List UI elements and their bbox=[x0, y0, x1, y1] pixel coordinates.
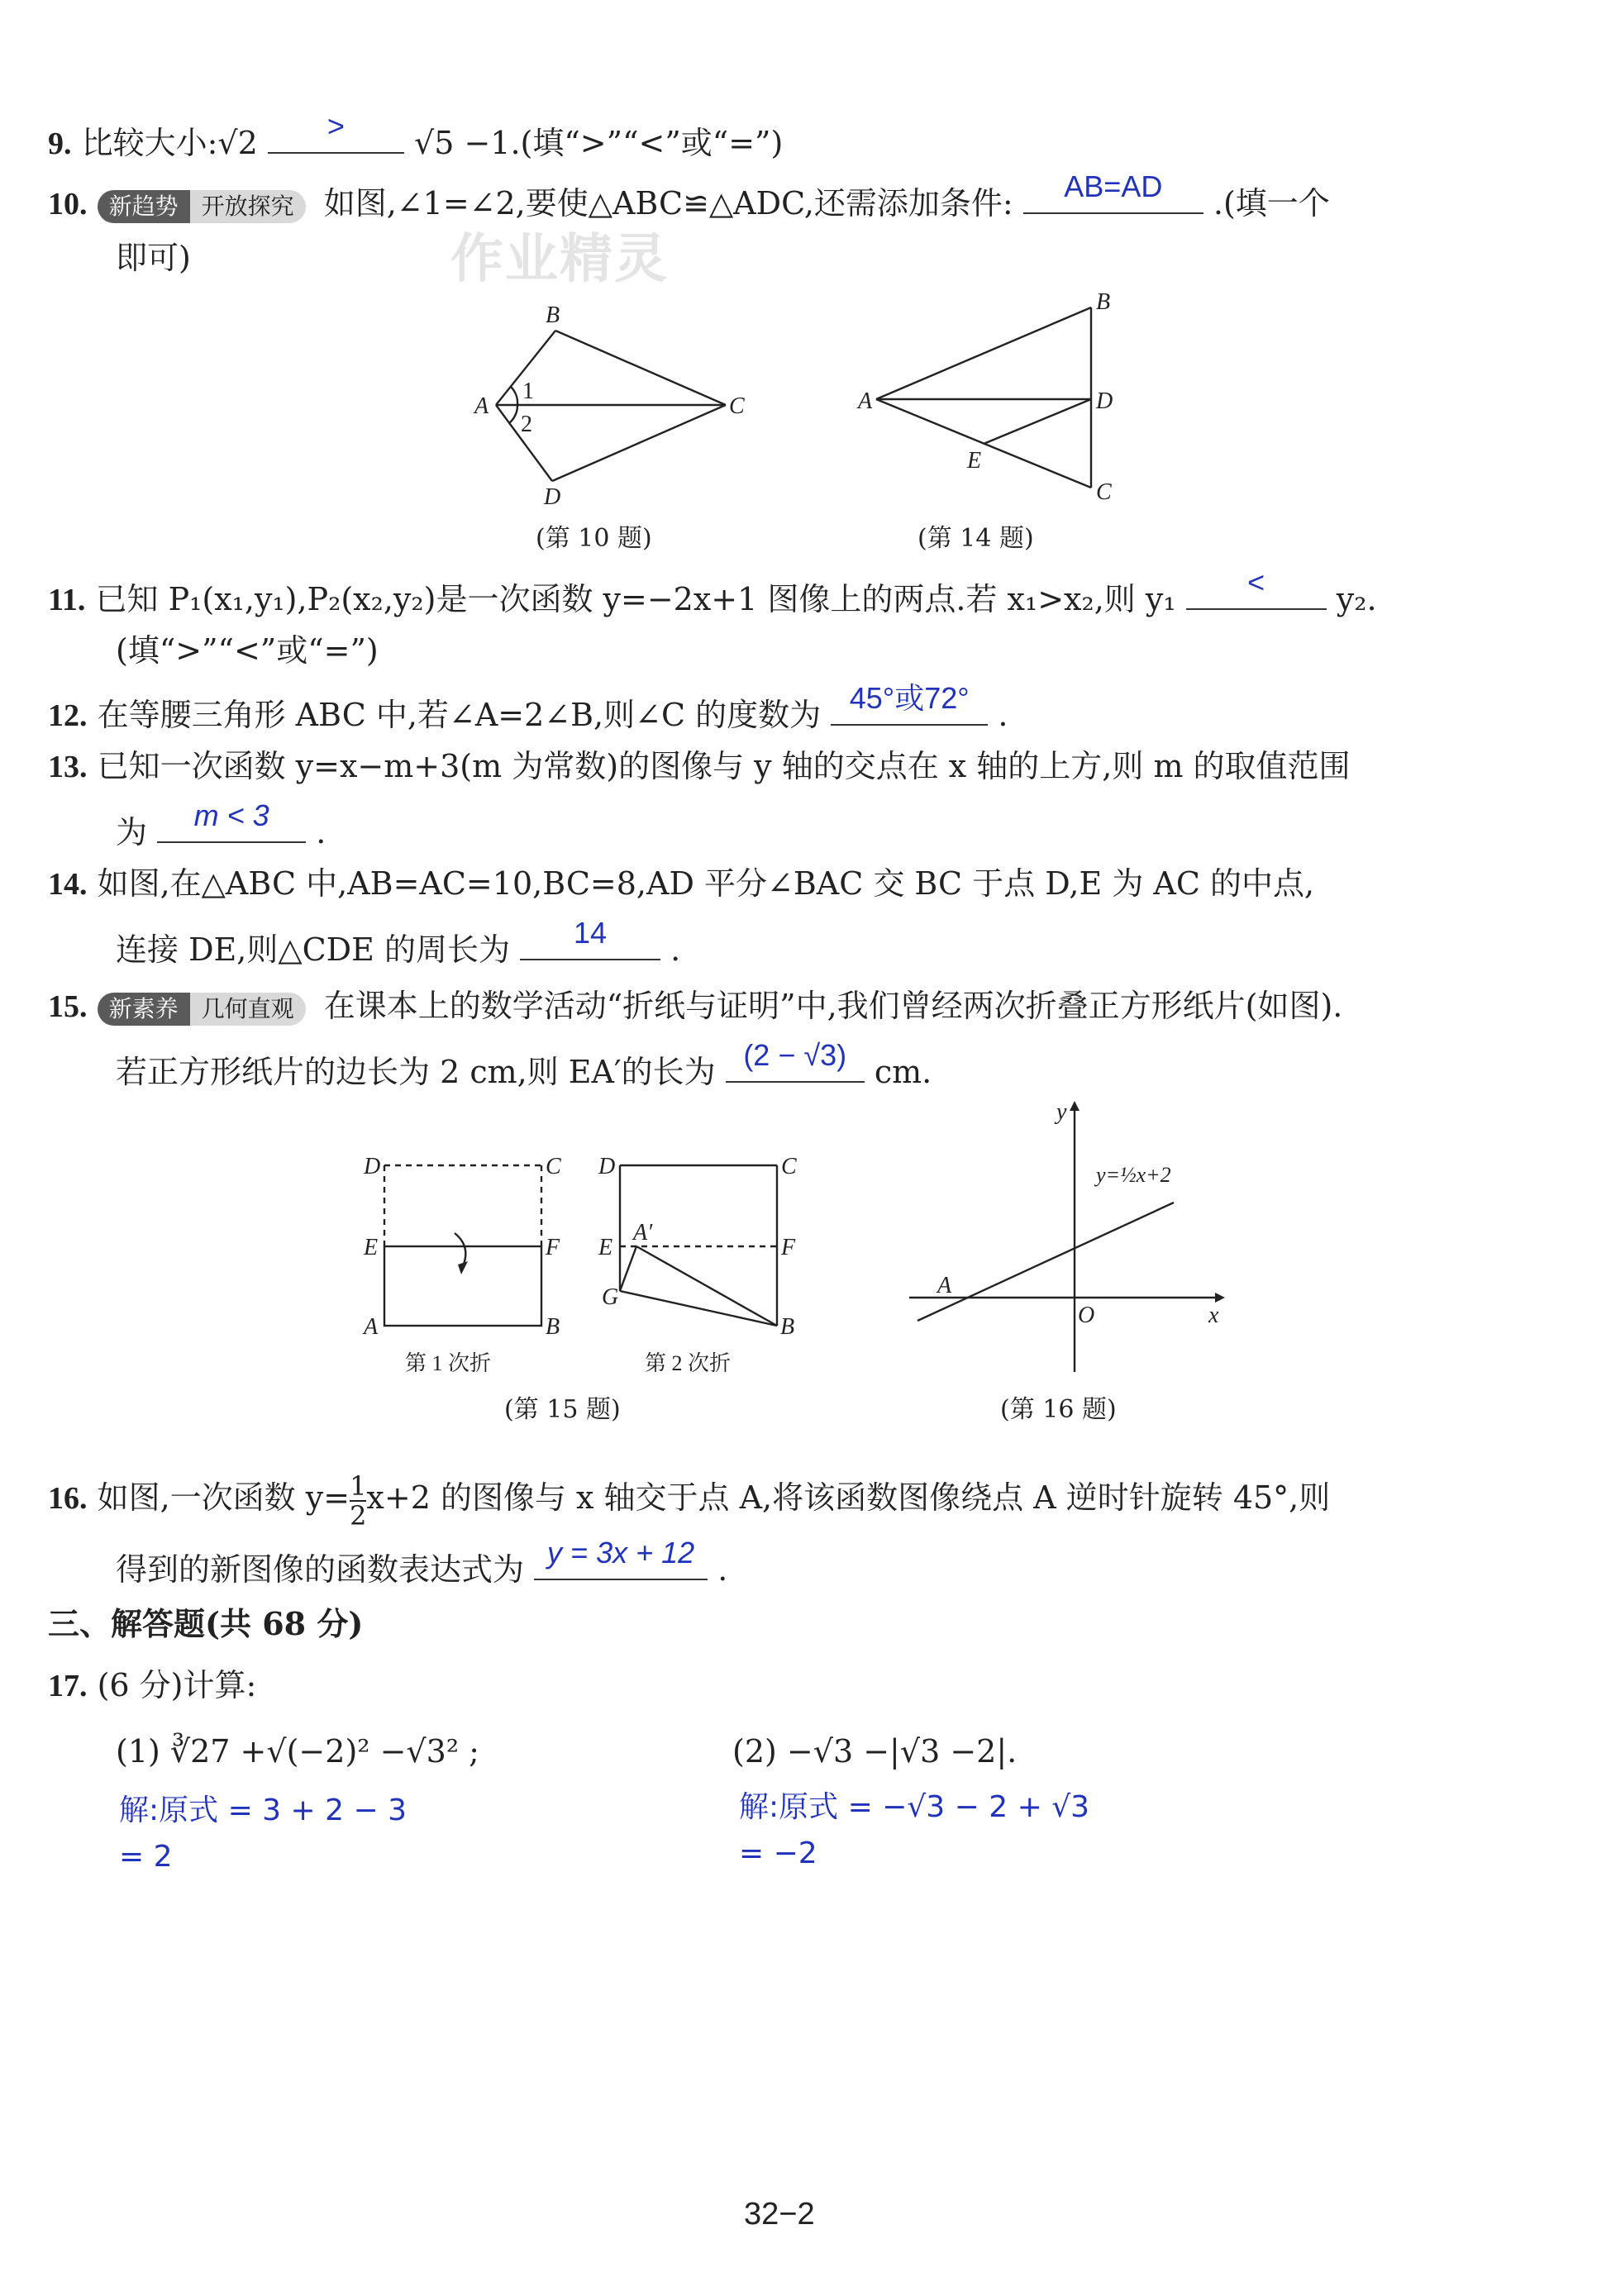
section-title: 三、解答题(共 68 分) bbox=[48, 1605, 364, 1642]
label-b: B bbox=[546, 1314, 560, 1340]
question-15 bbox=[48, 985, 1342, 1027]
label-b: B bbox=[780, 1314, 795, 1340]
answer-text: y = 3x + 12 bbox=[547, 1536, 695, 1570]
part-2-expression: (2) −√3 −|√3 −2|. bbox=[732, 1733, 1018, 1770]
topic-tag: 几何直观 bbox=[190, 993, 306, 1026]
question-suffix: y₂. bbox=[1336, 581, 1377, 617]
figure-15-caption: (第 15 题) bbox=[504, 1395, 621, 1424]
question-text: 如图,在△ABC 中,AB=AC=10,BC=8,AD 平分∠BAC 交 BC 于点 D,E 为 AC 的中点, bbox=[97, 865, 1315, 902]
answer-blank[interactable] bbox=[520, 916, 660, 960]
answer-text: (2 − √3) bbox=[743, 1038, 847, 1072]
question-text: 如图,∠1=∠2,要使△ABC≌△ADC,还需添加条件: bbox=[323, 185, 1013, 222]
label-d: D bbox=[598, 1154, 616, 1179]
solution-text: = −2 bbox=[739, 1836, 817, 1870]
question-10 bbox=[48, 169, 1330, 225]
question-14-line2 bbox=[116, 916, 681, 970]
question-suffix: . bbox=[998, 697, 1008, 733]
label-a: A bbox=[937, 1273, 952, 1298]
question-9 bbox=[48, 109, 784, 164]
topic-tag: 开放探究 bbox=[190, 190, 306, 223]
label-y: y bbox=[1056, 1099, 1067, 1125]
question-number: 16. bbox=[48, 1481, 88, 1516]
label-e: E bbox=[598, 1235, 613, 1260]
fold1-arrow bbox=[455, 1233, 465, 1266]
question-suffix: cm. bbox=[874, 1054, 932, 1090]
question-text: 已知一次函数 y=x−m+3(m 为常数)的图像与 y 轴的交点在 x 轴的上方,则 m 的取值范围 bbox=[97, 748, 1351, 784]
figure-14 bbox=[851, 289, 1132, 512]
label-a: A bbox=[364, 1314, 379, 1340]
question-suffix: . bbox=[717, 1551, 728, 1588]
answer-blank[interactable] bbox=[1186, 565, 1327, 610]
figure-16-caption: (第 16 题) bbox=[1000, 1395, 1117, 1424]
answer-text: AB=AD bbox=[1064, 169, 1163, 203]
label-c: C bbox=[781, 1154, 797, 1179]
question-number: 17. bbox=[48, 1669, 88, 1703]
label-f: F bbox=[546, 1235, 560, 1260]
label-a-prime: A′ bbox=[633, 1220, 653, 1246]
fraction-one-half bbox=[350, 1472, 366, 1530]
segment-de bbox=[984, 399, 1091, 444]
question-15-line2 bbox=[116, 1038, 932, 1093]
label-b: B bbox=[546, 302, 560, 328]
figure-14-caption: (第 14 题) bbox=[918, 524, 1034, 553]
label-o: O bbox=[1078, 1303, 1095, 1328]
answer-text: < bbox=[1247, 565, 1265, 599]
question-text: 如图,一次函数 y= bbox=[97, 1479, 350, 1516]
question-text: 已知 P₁(x₁,y₁),P₂(x₂,y₂)是一次函数 y=−2x+1 图像上的两点.若 x₁>x₂,则 y₁ bbox=[95, 581, 1176, 617]
segment-gb bbox=[620, 1291, 777, 1326]
label-e: E bbox=[967, 448, 982, 474]
segment-ab bbox=[636, 1246, 777, 1326]
label-f: F bbox=[781, 1235, 796, 1260]
fraction-denominator: 2 bbox=[350, 1499, 367, 1531]
fraction-numerator: 1 bbox=[350, 1470, 367, 1502]
label-x: x bbox=[1208, 1303, 1219, 1328]
solution-1-line1 bbox=[119, 1790, 407, 1832]
solution-text: 解:原式 = −√3 − 2 + √3 bbox=[739, 1790, 1090, 1824]
solution-text: = 2 bbox=[119, 1840, 173, 1874]
x-axis-arrow bbox=[1215, 1293, 1225, 1303]
question-suffix: . bbox=[316, 814, 326, 850]
question-text: 连接 DE,则△CDE 的周长为 bbox=[116, 931, 510, 968]
part-1-expression: (1) ∛27 +√(−2)² −√3² ; bbox=[116, 1733, 479, 1770]
question-text: 为 bbox=[116, 814, 148, 850]
question-17-part1 bbox=[116, 1731, 479, 1772]
label-c: C bbox=[1096, 479, 1112, 505]
answer-text: m < 3 bbox=[193, 798, 269, 832]
label-g: G bbox=[602, 1284, 619, 1310]
label-d: D bbox=[544, 484, 561, 510]
label-b: B bbox=[1096, 289, 1111, 315]
question-16 bbox=[48, 1465, 1330, 1531]
question-number: 11. bbox=[48, 583, 86, 617]
label-a: A bbox=[474, 393, 489, 419]
solution-1-line2 bbox=[119, 1836, 173, 1878]
question-17-part2 bbox=[732, 1731, 1017, 1772]
question-text: 得到的新图像的函数表达式为 bbox=[116, 1551, 525, 1588]
answer-blank[interactable] bbox=[1023, 169, 1203, 214]
question-number: 9. bbox=[48, 126, 72, 161]
angle-1-arc bbox=[511, 387, 517, 405]
label-a: A bbox=[858, 388, 873, 414]
trend-tag: 新趋势 bbox=[98, 190, 190, 223]
label-c: C bbox=[546, 1154, 561, 1179]
segment-bc bbox=[555, 331, 726, 405]
question-11-line2 bbox=[116, 630, 379, 671]
answer-text: > bbox=[326, 109, 345, 143]
solution-text: 解:原式 = 3 + 2 − 3 bbox=[119, 1793, 407, 1827]
label-e: E bbox=[364, 1235, 379, 1260]
question-text: (填“>”“<”或“=”) bbox=[116, 632, 379, 669]
angle-2-arc bbox=[509, 405, 517, 423]
question-12 bbox=[48, 681, 1008, 736]
question-text: 比较大小:√2 bbox=[81, 125, 258, 161]
section-3-heading bbox=[48, 1603, 363, 1645]
question-text: 在课本上的数学活动“折纸与证明”中,我们曾经两次折叠正方形纸片(如图). bbox=[323, 988, 1343, 1024]
question-suffix: . bbox=[670, 931, 681, 968]
question-number: 10. bbox=[48, 187, 88, 222]
question-13 bbox=[48, 745, 1351, 788]
question-11 bbox=[48, 565, 1377, 621]
answer-text: 14 bbox=[574, 916, 608, 950]
answer-blank[interactable] bbox=[726, 1038, 865, 1083]
question-14 bbox=[48, 863, 1314, 905]
question-number: 12. bbox=[48, 698, 88, 733]
label-c: C bbox=[729, 393, 745, 419]
watermark: 作业精灵 bbox=[450, 229, 669, 290]
question-text: 即可) bbox=[116, 240, 191, 276]
label-angle-2: 2 bbox=[521, 412, 532, 437]
answer-blank[interactable] bbox=[157, 798, 306, 843]
figure-10 bbox=[463, 298, 777, 512]
question-text: 若正方形纸片的边长为 2 cm,则 EA′的长为 bbox=[116, 1054, 716, 1090]
fold1-subcaption: 第 1 次折 bbox=[405, 1351, 492, 1375]
function-label: y=½x+2 bbox=[1096, 1163, 1171, 1187]
page-number: 32−2 bbox=[744, 2197, 815, 2232]
figure-10-caption: (第 10 题) bbox=[536, 524, 652, 553]
function-line bbox=[918, 1203, 1174, 1321]
quality-tag: 新素养 bbox=[98, 993, 190, 1026]
label-d: D bbox=[1096, 388, 1113, 414]
answer-text: 45°或72° bbox=[849, 681, 970, 715]
fold2-subcaption: 第 2 次折 bbox=[645, 1351, 732, 1375]
question-17 bbox=[48, 1665, 256, 1707]
question-text: 在等腰三角形 ABC 中,若∠A=2∠B,则∠C 的度数为 bbox=[97, 697, 822, 733]
answer-blank[interactable] bbox=[268, 109, 404, 154]
solution-2-line1 bbox=[739, 1787, 1089, 1828]
question-number: 13. bbox=[48, 750, 88, 784]
segment-ga bbox=[620, 1246, 636, 1291]
fold1-arrow-head bbox=[458, 1261, 468, 1274]
question-number: 15. bbox=[48, 989, 88, 1024]
question-number: 14. bbox=[48, 867, 88, 902]
question-text-cont: x+2 的图像与 x 轴交于点 A,将该函数图像绕点 A 逆时针旋转 45°,则 bbox=[366, 1479, 1331, 1516]
question-suffix: √5 −1.(填“>”“<”或“=”) bbox=[413, 125, 784, 161]
answer-blank[interactable] bbox=[831, 681, 988, 726]
figure-16 bbox=[901, 1099, 1240, 1380]
question-13-line2 bbox=[116, 798, 326, 853]
question-10-line2 bbox=[116, 237, 191, 279]
y-axis-arrow bbox=[1070, 1101, 1080, 1111]
label-d: D bbox=[364, 1154, 381, 1179]
segment-dc bbox=[552, 405, 726, 481]
question-text: (6 分)计算: bbox=[97, 1667, 257, 1703]
label-angle-1: 1 bbox=[522, 379, 534, 404]
figure-15 bbox=[347, 1141, 810, 1389]
fold1-rectangle bbox=[384, 1246, 541, 1326]
question-16-line2 bbox=[116, 1536, 728, 1590]
question-suffix: .(填一个 bbox=[1213, 185, 1330, 222]
solution-2-line2 bbox=[739, 1833, 817, 1874]
segment-ab bbox=[876, 307, 1091, 399]
answer-blank[interactable] bbox=[534, 1536, 708, 1580]
